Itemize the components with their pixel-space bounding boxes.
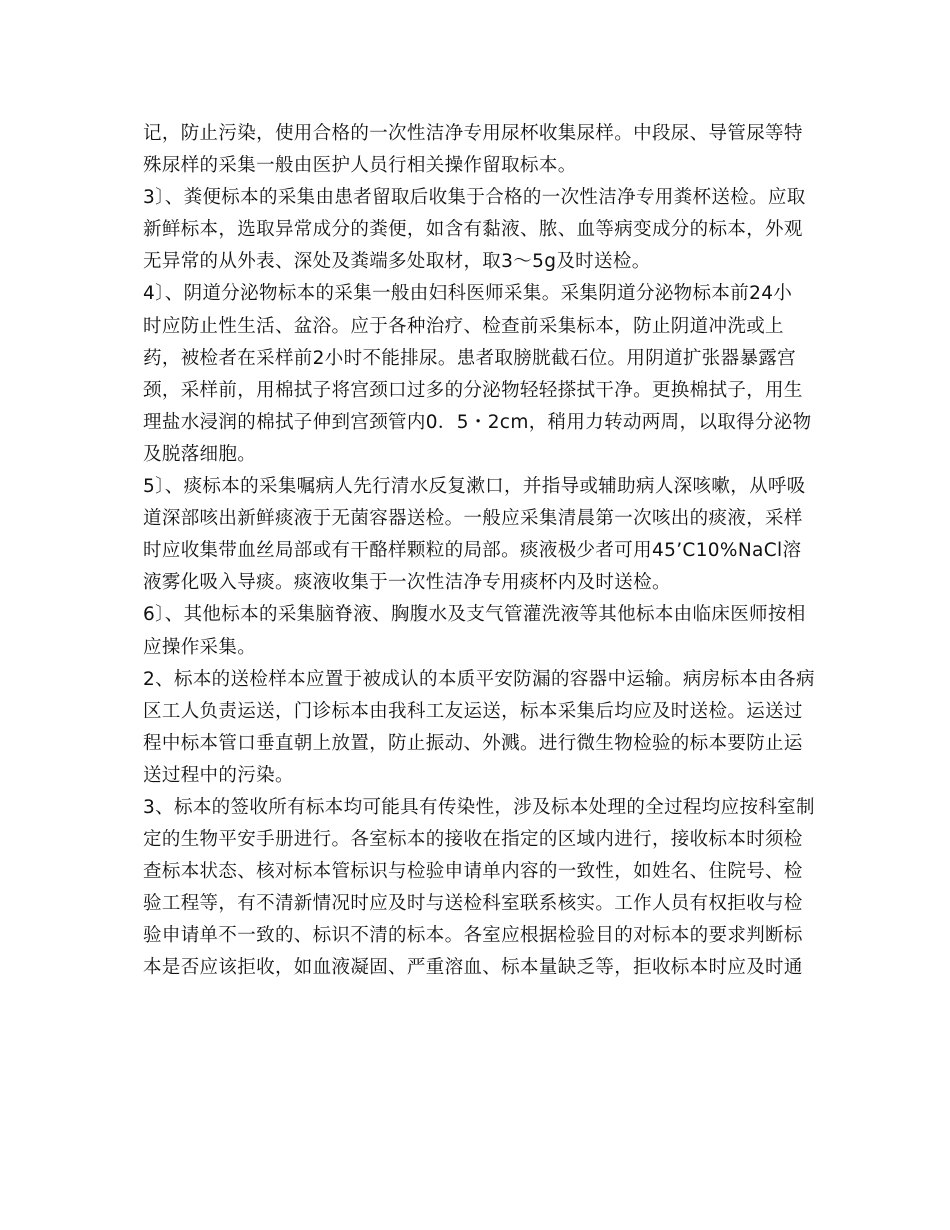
text-line: 记，防止污染，使用合格的一次性洁净专用尿杯收集尿样。中段尿、导管尿等特 xyxy=(143,123,803,144)
text-line: 3〕、粪便标本的采集由患者留取后收集于合格的一次性洁净专用粪杯送检。应取 xyxy=(143,187,806,209)
paragraph-specimen-transport xyxy=(143,664,815,792)
text-line: 4〕、阴道分泌物标本的采集一般由妇科医师采集。采集阴道分泌物标本前24小 xyxy=(143,283,793,305)
paragraph-urine-continued xyxy=(143,118,808,182)
text-line: 6〕、其他标本的采集脑脊液、胸腹水及支气管灌洗液等其他标本由临床医师按相 xyxy=(143,604,806,626)
text-line: 时应防止性生活、盆浴。应于各种治疗、检查前采集标本，防止阴道冲洗或上 xyxy=(143,315,784,337)
text-line: 殊尿样的采集一般由医护人员行相关操作留取标本。 xyxy=(143,155,577,177)
text-line: 理盐水浸润的棉拭子伸到宫颈管内0．5・2cm，稍用力转动两周，以取得分泌物 xyxy=(143,411,812,433)
text-line: 区工人负责运送，门诊标本由我科工友运送，标本采集后均应及时送检。运送过 xyxy=(143,700,803,722)
text-line: 应操作采集。 xyxy=(143,636,257,658)
text-line: 程中标本管口垂直朝上放置，防止振动、外溅。进行微生物检验的标本要防止运 xyxy=(143,732,803,754)
paragraph-sputum-specimen xyxy=(143,471,808,599)
text-line: 查标本状态、核对标本管标识与检验申请单内容的一致性，如姓名、住院号、检 xyxy=(143,861,803,883)
text-line: 验申请单不一致的、标识不清的标本。各室应根据检验目的对标本的要求判断标 xyxy=(143,925,803,947)
text-line: 定的生物平安手册进行。各室标本的接收在指定的区域内进行，接收标本时须检 xyxy=(143,829,803,851)
text-line: 药，被检者在采样前2小时不能排尿。患者取膀胱截石位。用阴道扩张器暴露宫 xyxy=(143,347,797,369)
text-line: 本是否应该拒收，如血液凝固、严重溶血、标本量缺乏等，拒收标本时应及时通 xyxy=(143,957,803,979)
text-line: 液雾化吸入导痰。痰液收集于一次性洁净专用痰杯内及时送检。 xyxy=(143,572,671,594)
paragraph-specimen-receipt xyxy=(143,792,815,985)
paragraph-vaginal-specimen xyxy=(143,278,812,471)
text-line: 时应收集带血丝局部或有干酪样颗粒的局部。痰液极少者可用45’C10%NaCl溶 xyxy=(143,540,802,562)
text-line: 道深部咳出新鲜痰液于无菌容器送检。一般应采集清晨第一次咳出的痰液，采样 xyxy=(143,508,803,530)
text-line: 5〕、痰标本的采集嘱病人先行清水反复漱口，并指导或辅助病人深咳嗽，从呼吸 xyxy=(143,476,806,498)
text-line: 验工程等，有不清新情况时应及时与送检科室联系核实。工作人员有权拒收与检 xyxy=(143,893,803,915)
text-line: 2、标本的送检样本应置于被成认的本质平安防漏的容器中运输。病房标本由各病 xyxy=(143,668,815,690)
text-line: 无异常的从外表、深处及粪端多处取材，取3～5g及时送检。 xyxy=(143,251,651,273)
text-line: 送过程中的污染。 xyxy=(143,764,294,786)
document-body xyxy=(143,118,815,985)
text-line: 3、标本的签收所有标本均可能具有传染性，涉及标本处理的全过程均应按科室制 xyxy=(143,796,815,818)
text-line: 新鲜标本，选取异常成分的粪便，如含有黏液、脓、血等病变成分的标本，外观 xyxy=(143,219,803,241)
text-line: 颈，采样前，用棉拭子将宫颈口过多的分泌物轻轻搽拭干净。更换棉拭子，用生 xyxy=(143,379,803,401)
paragraph-stool-specimen xyxy=(143,182,808,278)
text-line: 及脱落细胞。 xyxy=(143,443,257,465)
paragraph-other-specimens xyxy=(143,599,808,663)
